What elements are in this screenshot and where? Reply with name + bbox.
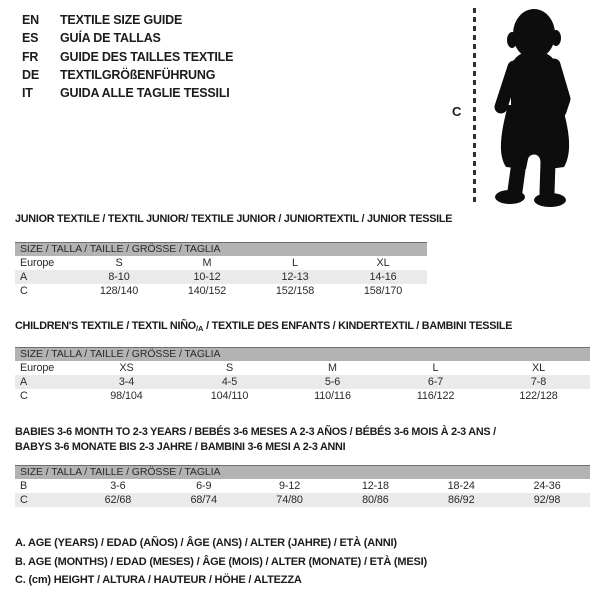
cell-value: L — [292, 257, 298, 269]
table-row — [15, 256, 427, 270]
row-label: A — [20, 376, 28, 388]
lang-code: EN — [22, 13, 39, 27]
cell-value: 110/116 — [314, 390, 351, 402]
cell-value: 98/104 — [110, 390, 143, 402]
language-header — [22, 11, 233, 102]
row-label: Europe — [20, 257, 55, 269]
height-marker-label: C — [452, 104, 462, 119]
cell-value: 10-12 — [193, 271, 221, 283]
lang-row-en — [22, 11, 233, 29]
lang-row-es — [22, 29, 233, 47]
cell-value: 62/68 — [104, 494, 132, 506]
size-header-bar: SIZE / TALLA / TAILLE / GRÖSSE / TAGLIA — [15, 465, 590, 479]
cell-value: 9-12 — [278, 480, 301, 492]
title-main: CHILDREN'S TEXTILE / TEXTIL NIÑO — [15, 320, 196, 332]
lang-code: ES — [22, 31, 39, 46]
cell-value: 80/86 — [362, 494, 389, 506]
row-label: C — [20, 390, 28, 402]
footnote-a: A. AGE (YEARS) / EDAD (AÑOS) / ÂGE (ANS) / ALTER (JAHRE) / ETÀ (ANNI) — [15, 537, 397, 549]
table-title: JUNIOR TEXTILE / TEXTIL JUNIOR/ TEXTILE JUNIOR / JUNIORTEXTIL / JUNIOR TESSILE — [15, 213, 453, 225]
cell-value: 7-8 — [530, 376, 547, 388]
babies-textile-table — [15, 425, 590, 507]
cell-value: 18-24 — [447, 480, 475, 492]
lang-row-fr — [22, 48, 233, 66]
cell-value: XL — [376, 257, 390, 269]
table-row — [15, 389, 590, 403]
cell-value: L — [432, 362, 439, 374]
cell-value: 14-16 — [369, 271, 397, 283]
cell-value: 6-9 — [196, 480, 212, 492]
cell-value: 74/80 — [276, 494, 303, 506]
cell-value: 152/158 — [275, 285, 315, 297]
lang-code: FR — [22, 49, 39, 64]
cell-value: XL — [531, 362, 545, 374]
table-title — [15, 320, 590, 335]
lang-code: IT — [22, 86, 33, 101]
cell-value: 12-18 — [361, 480, 389, 492]
footnote-b: B. AGE (MONTHS) / EDAD (MESES) / ÂGE (MOIS) / ALTER (MONATE) / ETÀ (MESI) — [15, 555, 427, 568]
lang-label: GUIDE DES TAILLES TEXTILE — [60, 49, 234, 64]
cell-value: 4-5 — [221, 376, 238, 388]
lang-label: GUÍA DE TALLAS — [60, 31, 161, 46]
size-header-bar: SIZE / TALLA / TAILLE / GRÖSSE / TAGLIA — [15, 242, 427, 256]
table-row — [15, 361, 590, 375]
cell-value: 86/92 — [447, 494, 475, 506]
table-row — [15, 493, 590, 507]
title-rest: / TEXTILE DES ENFANTS / KINDERTEXTIL / BAMBINI TESSILE — [203, 320, 513, 332]
title-subscript: /A — [195, 324, 204, 333]
row-label: C — [20, 285, 28, 297]
cell-value: 24-36 — [533, 480, 561, 492]
table-row — [15, 270, 427, 284]
cell-value: XS — [119, 362, 134, 374]
table-title — [15, 425, 590, 455]
title-line-1: BABIES 3-6 MONTH TO 2-3 YEARS / BEBÉS 3-6 MESES A 2-3 AÑOS / BÉBÉS 3-6 MOIS À 2-3 ANS / — [15, 426, 496, 438]
lang-code: DE — [22, 67, 39, 82]
cell-value: 122/128 — [519, 390, 558, 402]
cell-value: M — [328, 362, 337, 374]
cell-value: 140/152 — [187, 285, 227, 297]
footnotes — [15, 534, 427, 590]
table-row — [15, 284, 427, 298]
junior-textile-table — [15, 213, 453, 298]
height-dashed-line — [473, 8, 476, 206]
cell-value: 12-13 — [281, 271, 309, 283]
cell-value: 3-4 — [118, 376, 135, 388]
lang-label: GUIDA ALLE TAGLIE TESSILI — [60, 86, 230, 101]
lang-label: TEXTILE SIZE GUIDE — [60, 13, 183, 27]
row-label: A — [20, 271, 28, 283]
cell-value: 3-6 — [110, 480, 126, 492]
title-line-2: BABYS 3-6 MONATE BIS 2-3 JAHRE / BAMBINI 3-6 MESI A 2-3 ANNI — [15, 441, 346, 453]
cell-value: S — [225, 362, 234, 374]
lang-row-de — [22, 66, 233, 84]
size-header-bar: SIZE / TALLA / TAILLE / GRÖSSE / TAGLIA — [15, 347, 590, 361]
cell-value: 158/170 — [363, 285, 403, 297]
footnote-c: C. (cm) HEIGHT / ALTURA / HAUTEUR / HÖHE / ALTEZZA — [15, 574, 302, 586]
table-row — [15, 375, 590, 389]
cell-value: S — [115, 257, 123, 269]
cell-value: 128/140 — [99, 285, 139, 297]
cell-value: 8-10 — [108, 271, 130, 283]
lang-label: TEXTILGRÖßENFÜHRUNG — [60, 67, 216, 82]
cell-value: 6-7 — [427, 376, 444, 388]
lang-row-it — [22, 84, 233, 102]
row-label: C — [20, 494, 28, 506]
cell-value: 68/74 — [190, 494, 217, 506]
cell-value: 5-6 — [324, 376, 341, 388]
row-label: Europe — [20, 362, 55, 374]
row-label: B — [20, 480, 28, 492]
cell-value: M — [202, 257, 212, 269]
cell-value: 104/110 — [210, 390, 249, 402]
cell-value: 92/98 — [533, 494, 561, 506]
baby-silhouette-icon — [484, 6, 584, 208]
cell-value: 116/122 — [416, 390, 455, 402]
children-textile-table — [15, 320, 590, 403]
table-row — [15, 479, 590, 493]
